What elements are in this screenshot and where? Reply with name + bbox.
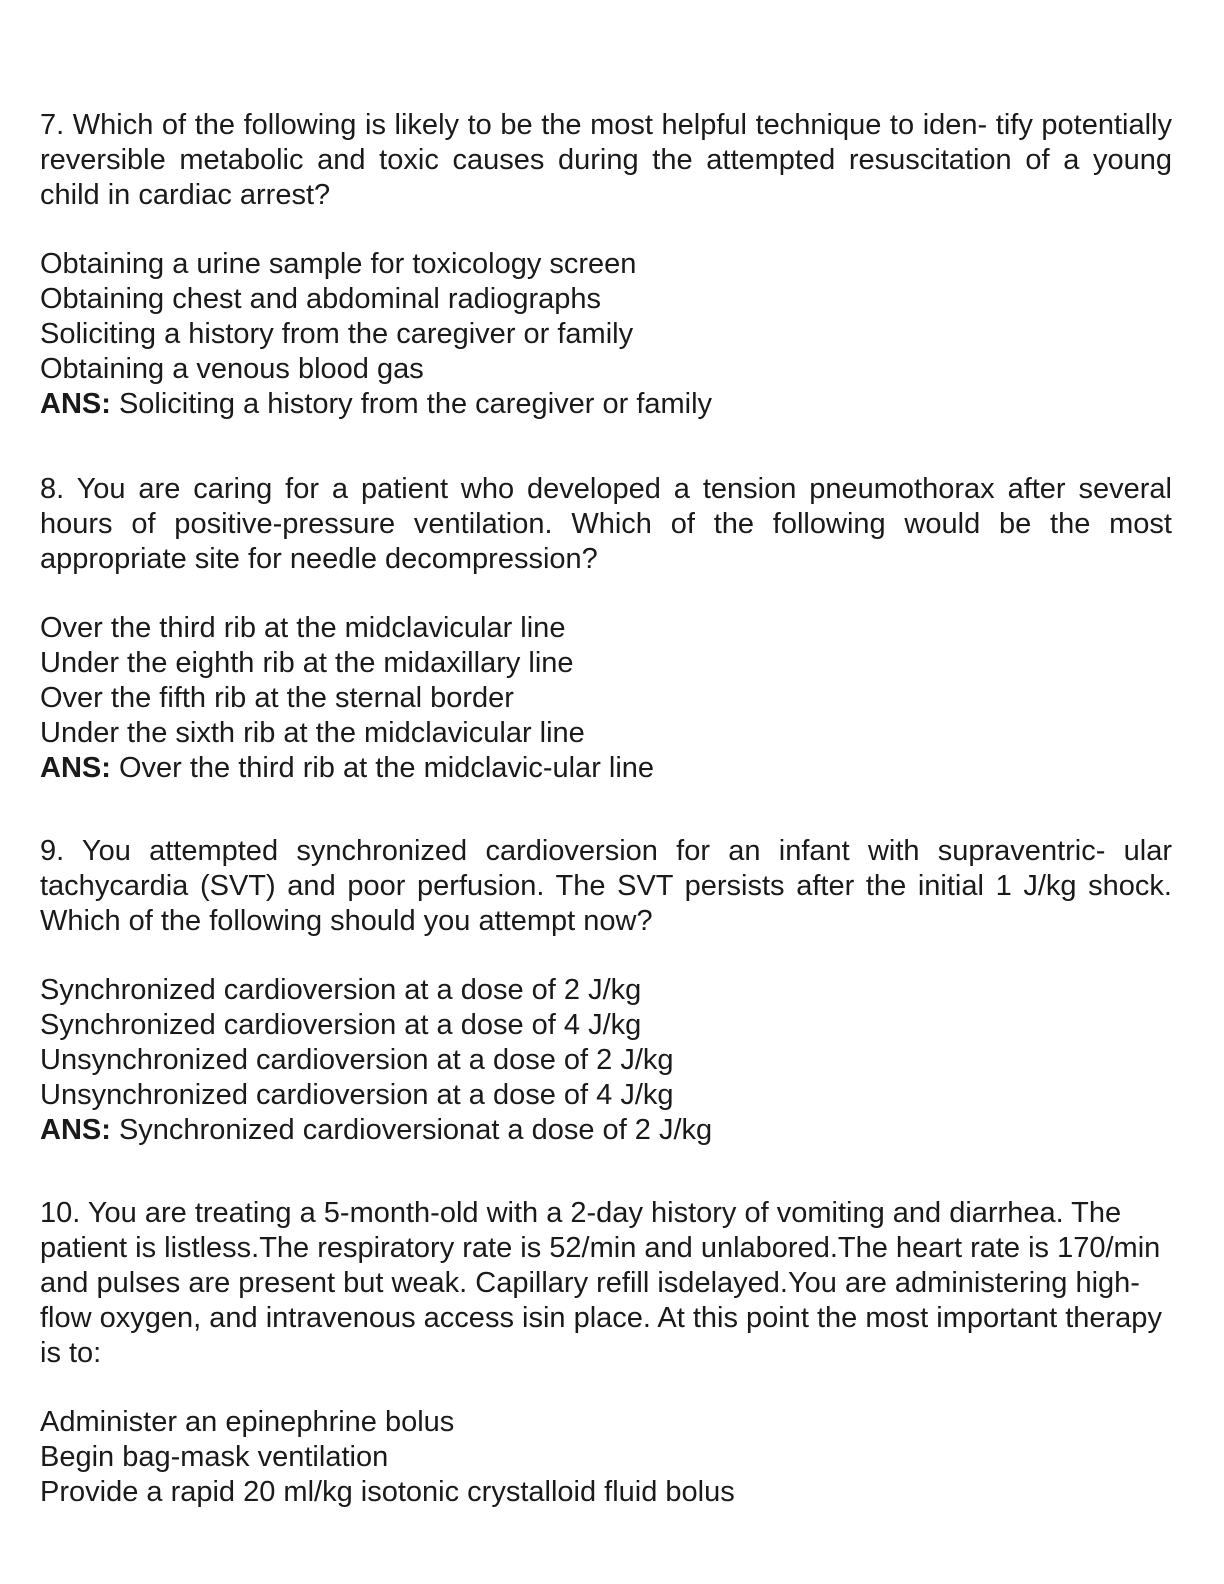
answer-line xyxy=(40,1113,1172,1148)
option: Begin bag-mask ventilation xyxy=(40,1441,389,1473)
answer-text: Synchronized cardioversionat a dose of 2 J/kg xyxy=(110,1114,713,1146)
option: Under the sixth rib at the midclavicular line xyxy=(40,717,585,749)
question-10 xyxy=(40,1196,1172,1510)
question-stem: 9. You attempted synchronized cardioversion for an infant with supraventric- ular tachycardia (SVT) and poor perfusion. The SVT persists after the initial 1 J/kg shock. Which of the following should you attempt now? xyxy=(40,835,1172,937)
answer-label: ANS: xyxy=(40,388,111,420)
option: Over the fifth rib at the sternal border xyxy=(40,682,514,714)
option: Unsynchronized cardioversion at a dose of 2 J/kg xyxy=(40,1044,674,1076)
option: Administer an epinephrine bolus xyxy=(40,1406,455,1438)
option: Provide a rapid 20 ml/kg isotonic crystalloid fluid bolus xyxy=(40,1476,735,1508)
question-7 xyxy=(40,108,1172,422)
option: Obtaining a urine sample for toxicology screen xyxy=(40,248,637,280)
answer-options xyxy=(40,973,1172,1113)
answer-label: ANS: xyxy=(40,1114,111,1146)
answer-text: Soliciting a history from the caregiver or family xyxy=(110,388,713,420)
answer-options xyxy=(40,1405,1172,1510)
question-stem: 8. You are caring for a patient who developed a tension pneumothorax after several hours of positive-pressure ventilation. Which of the following would be the most appropriate site for needle decompression? xyxy=(40,473,1172,575)
question-9 xyxy=(40,834,1172,1148)
question-stem: 7. Which of the following is likely to be the most helpful technique to iden- tify potentially reversible metabolic and toxic causes during the attempted resuscitation of a young child in cardiac arrest? xyxy=(40,109,1172,211)
question-8 xyxy=(40,472,1172,786)
answer-label: ANS: xyxy=(40,752,111,784)
answer-line xyxy=(40,387,1172,422)
option: Obtaining chest and abdominal radiographs xyxy=(40,283,602,315)
option: Under the eighth rib at the midaxillary line xyxy=(40,647,574,679)
option: Unsynchronized cardioversion at a dose of 4 J/kg xyxy=(40,1079,674,1111)
option: Synchronized cardioversion at a dose of 4 J/kg xyxy=(40,1009,642,1041)
option: Synchronized cardioversion at a dose of 2 J/kg xyxy=(40,974,642,1006)
option: Over the third rib at the midclavicular line xyxy=(40,612,566,644)
answer-text: Over the third rib at the midclavic-ular line xyxy=(110,752,655,784)
answer-options xyxy=(40,247,1172,387)
question-stem: 10. You are treating a 5-month-old with a 2-day history of vomiting and diarrhea. The patient is listless.The respiratory rate is 52/min and unlabored.The heart rate is 170/min and pulses are present but weak. Capillary refill isdelayed.You are administering high-flow oxygen, and intravenous access isin place. At this point the most important therapy is to: xyxy=(40,1197,1162,1369)
option: Soliciting a history from the caregiver or family xyxy=(40,318,634,350)
answer-line xyxy=(40,751,1172,786)
answer-options xyxy=(40,611,1172,751)
option: Obtaining a venous blood gas xyxy=(40,353,424,385)
